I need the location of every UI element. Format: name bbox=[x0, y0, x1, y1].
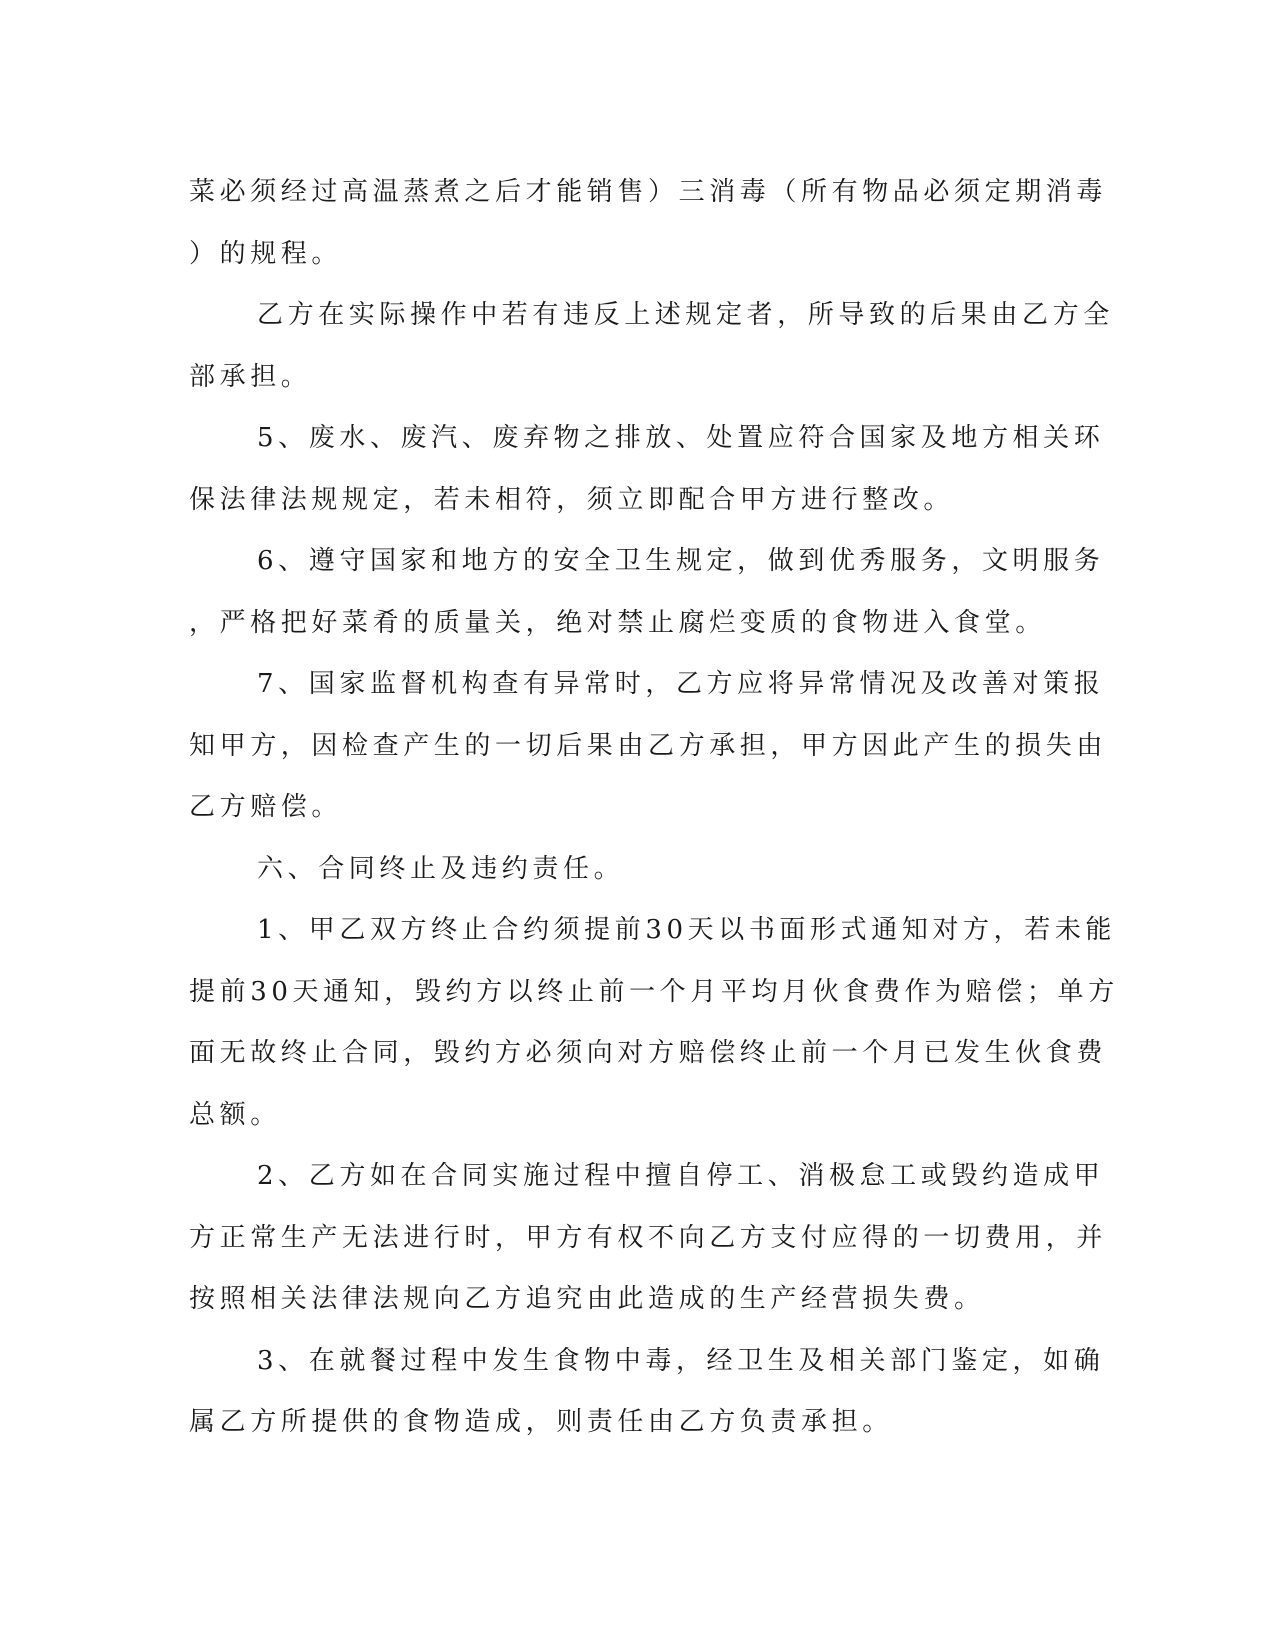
text-line: 方正常生产无法进行时，甲方有权不向乙方支付应得的一切费用，并 bbox=[189, 1222, 1108, 1253]
document-body bbox=[189, 162, 1119, 1454]
text-line: 保法律法规规定，若未相符，须立即配合甲方进行整改。 bbox=[189, 484, 955, 515]
text-line: 总额。 bbox=[189, 1099, 281, 1130]
text-line: 面无故终止合同，毁约方必须向对方赔偿终止前一个月已发生伙食费 bbox=[189, 1038, 1108, 1068]
text-line: 2、乙方如在合同实施过程中擅自停工、消极怠工或毁约造成甲 bbox=[257, 1161, 1105, 1191]
text-line: 3、在就餐过程中发生食物中毒，经卫生及相关部门鉴定，如确 bbox=[257, 1345, 1105, 1376]
text-line: 按照相关法律法规向乙方追究由此造成的生产经营损失费。 bbox=[189, 1284, 985, 1314]
text-line: 乙方在实际操作中若有违反上述规定者，所导致的后果由乙方全 bbox=[257, 300, 1114, 330]
text-line: 7、国家监督机构查有异常时，乙方应将异常情况及改善对策报 bbox=[257, 669, 1105, 699]
text-line: 属乙方所提供的食物造成，则责任由乙方负责承担。 bbox=[189, 1407, 893, 1437]
text-line: ，严格把好菜肴的质量关，绝对禁止腐烂变质的食物进入食堂。 bbox=[189, 607, 1046, 638]
text-line: 1、甲乙双方终止合约须提前30天以书面形式通知对方，若未能 bbox=[257, 915, 1117, 945]
text-line: 部承担。 bbox=[189, 361, 312, 392]
text-line: 六、合同终止及违约责任。 bbox=[257, 853, 625, 884]
text-line: 菜必须经过高温蒸煮之后才能销售）三消毒（所有物品必须定期消毒 bbox=[189, 177, 1108, 207]
text-line: 乙方赔偿。 bbox=[189, 792, 343, 822]
text-line: 6、遵守国家和地方的安全卫生规定，做到优秀服务，文明服务 bbox=[257, 546, 1105, 576]
text-line: 5、废水、废汽、废弃物之排放、处置应符合国家及地方相关环 bbox=[257, 423, 1105, 453]
text-line: 知甲方，因检查产生的一切后果由乙方承担，甲方因此产生的损失由 bbox=[189, 730, 1108, 761]
text-line: 提前30天通知，毁约方以终止前一个月平均月伙食费作为赔偿；单方 bbox=[189, 976, 1119, 1007]
text-line: ）的规程。 bbox=[189, 238, 343, 269]
